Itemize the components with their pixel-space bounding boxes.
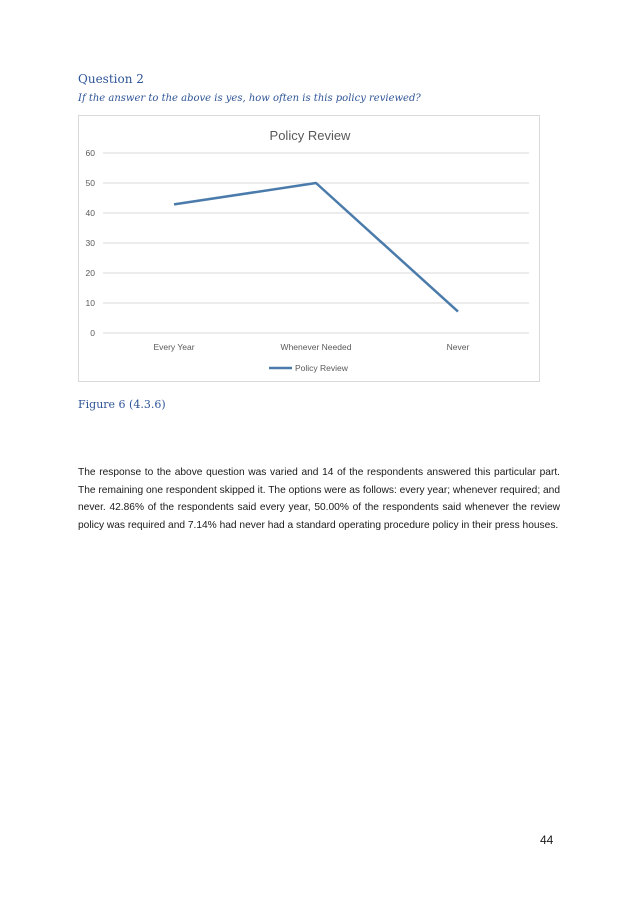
- y-tick-label: 60: [85, 148, 95, 158]
- page-number: 44: [540, 833, 554, 847]
- x-tick-label: Whenever Needed: [280, 342, 352, 352]
- figure-caption: Figure 6 (4.3.6): [78, 398, 166, 411]
- x-tick-label: Never: [446, 342, 470, 352]
- y-tick-label: 30: [85, 238, 95, 248]
- line-chart: [78, 115, 540, 382]
- chart-title: Policy Review: [269, 128, 351, 143]
- question-heading: Question 2: [78, 72, 144, 86]
- chart-svg: [79, 116, 541, 383]
- x-tick-label: Every Year: [153, 342, 195, 352]
- legend-label: Policy Review: [295, 363, 348, 373]
- y-tick-label: 0: [90, 328, 95, 338]
- series-layer: [174, 183, 458, 312]
- question-subheading: If the answer to the above is yes, how often is this policy reviewed?: [78, 93, 421, 104]
- y-tick-label: 20: [85, 268, 95, 278]
- y-tick-label: 10: [85, 298, 95, 308]
- x-tick-labels: [153, 342, 469, 352]
- grid-layer: [103, 153, 529, 333]
- series-line: [174, 183, 458, 312]
- y-tick-labels: [86, 148, 96, 338]
- y-tick-label: 40: [85, 208, 95, 218]
- y-tick-label: 50: [85, 178, 95, 188]
- legend: [269, 363, 349, 373]
- body-paragraph: The response to the above question was varied and 14 of the respondents answered this particular part. The remaining one respondent skipped it. The options were as follows: every year; whenever required; and never. 42.86% of the respondents said every year, 50.00% of the respondents said whenever the review policy was required and 7.14% had never had a standard operating procedure policy in their press houses.: [78, 467, 560, 531]
